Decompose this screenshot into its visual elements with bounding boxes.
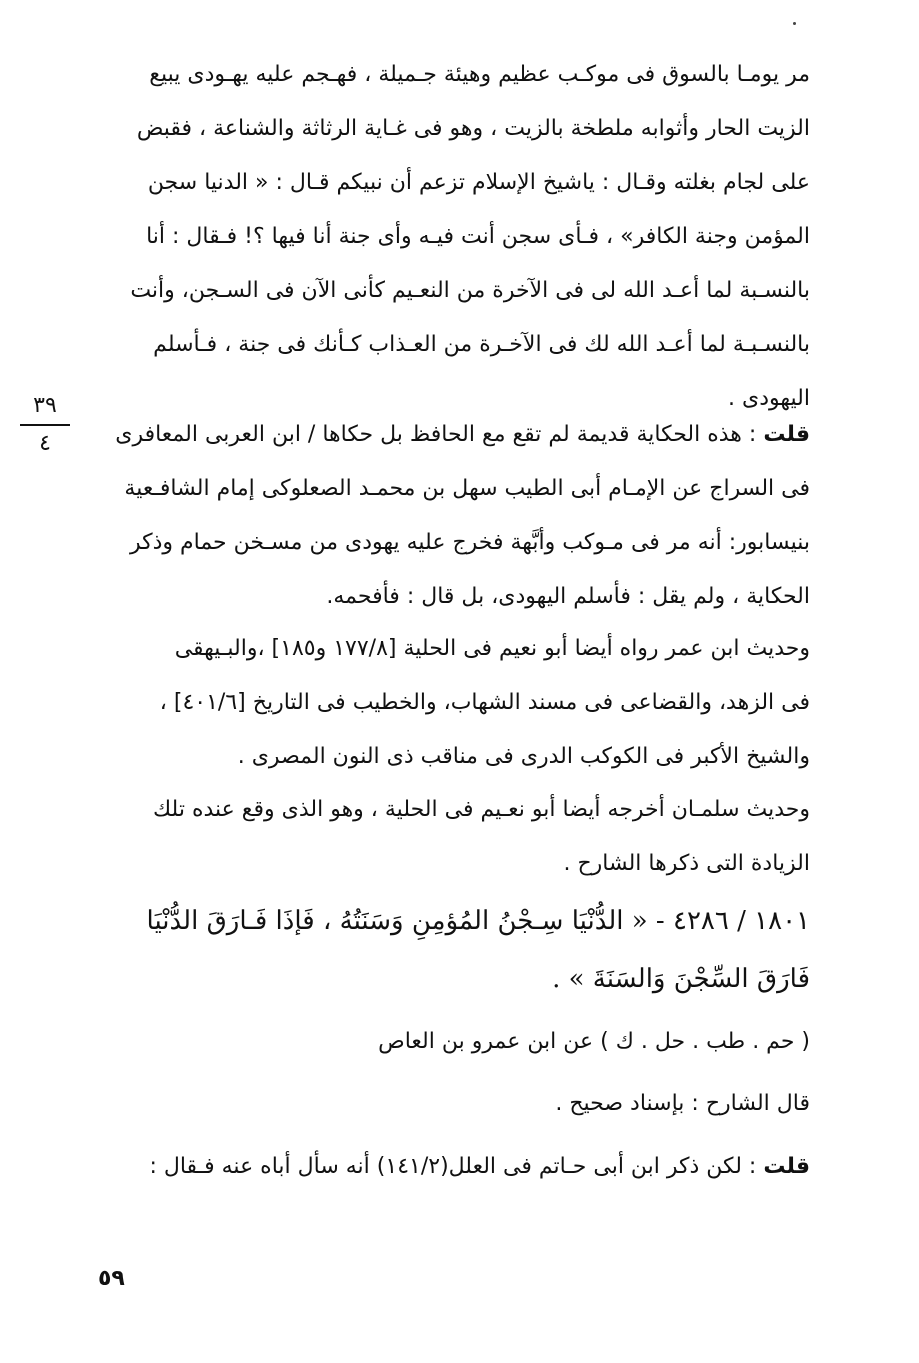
margin-reference-bottom: ٤ (39, 431, 51, 456)
text-line: بالنسـبـة لما أعـد الله لك فى الآخـرة من العـذاب كـأنك فى جنة ، فـأسلم (153, 332, 810, 357)
text-line: بالنسـبة لما أعـد الله لى فى الآخرة من النعـيم كأنى الآن فى السـجن، وأنت (130, 278, 810, 303)
text-line: قال الشارح : بإسناد صحيح . (555, 1091, 810, 1116)
text-line: وحديث ابن عمر رواه أيضا أبو نعيم فى الحلية [١٧٧/٨ و١٨٥] ،والبـيهقى (174, 636, 810, 661)
scan-speck (793, 22, 796, 25)
text-line: فى الزهد، والقضاعى فى مسند الشهاب، والخطيب فى التاريخ [٤٠١/٦] ، (159, 690, 810, 715)
paragraph-qultu-1 (98, 408, 810, 624)
text-line: المؤمن وجنة الكافر» ، فـأى سجن أنت فيـه وأى جنة أنا فيها ؟! فـقال : أنا (146, 224, 810, 249)
text-line: الزيادة التى ذكرها الشارح . (563, 851, 810, 876)
margin-reference-top: ٣٩ (33, 393, 57, 418)
margin-reference (20, 392, 70, 458)
margin-reference-rule (20, 424, 70, 426)
hadith-sources (98, 1015, 810, 1069)
paragraph-qultu-2 (98, 1140, 810, 1194)
paragraph-salman (98, 783, 810, 891)
text-line: فى السراج عن الإمـام أبى الطيب سهل بن محمـد الصعلوكى إمام الشافـعية (124, 476, 810, 501)
text-line: الحكاية ، ولم يقل : فأسلم اليهودى، بل قال : فأفحمه. (326, 584, 810, 609)
commentator-note (98, 1077, 810, 1131)
text-line: وحديث سلمـان أخرجه أيضا أبو نعـيم فى الحلية ، وهو الذى وقع عنده تلك (153, 797, 810, 822)
text-line: والشيخ الأكبر فى الكوكب الدرى فى مناقب ذى النون المصرى . (237, 744, 810, 769)
hadith-entry (98, 892, 810, 1008)
text-line (98, 408, 810, 462)
line-text: : لكن ذكر ابن أبى حـاتم فى العلل(١٤١/٢) أنه سأل أباه عنه فـقال : (149, 1154, 757, 1179)
text-line: اليهودى . (728, 386, 810, 411)
text-line: مر يومـا بالسوق فى موكـب عظيم وهيئة جـميلة ، فهـجم عليه يهـودى يبيع (149, 62, 810, 87)
hadith-line: فَارَقَ السِّجْنَ وَالسَنَةَ » . (552, 964, 810, 994)
text-line: بنيسابور: أنه مر فى مـوكب وأبَّهة فخرج عليه يهودى من مسـخن حمام وذكر (129, 530, 810, 555)
text-line: الزيت الحار وأثوابه ملطخة بالزيت ، وهو فى غـاية الرثاثة والشناعة ، فقبض (136, 116, 810, 141)
lead-word: قلت (763, 1154, 810, 1179)
text-line: ( حم . طب . حل . ك ) عن ابن عمرو بن العاص (378, 1029, 810, 1054)
text-line (98, 1140, 810, 1194)
paragraph-ibn-umar (98, 622, 810, 784)
hadith-line: ١٨٠١ / ٤٢٨٦ - « الدُّنْيَا سِـجْنُ المُؤمِنِ وَسَنَتُهُ ، فَإذَا فَـارَقَ الدُّنْيَا (146, 906, 810, 936)
lead-word: قلت (763, 422, 810, 447)
text-line: على لجام بغلته وقـال : ياشيخ الإسلام تزعم أن نبيكم قـال : « الدنيا سجن (147, 170, 810, 195)
page-number: ٥٩ (98, 1266, 125, 1291)
line-text: : هذه الحكاية قديمة لم تقع مع الحافظ بل حكاها / ابن العربى المعافرى (115, 422, 757, 447)
paragraph-story (98, 48, 810, 426)
